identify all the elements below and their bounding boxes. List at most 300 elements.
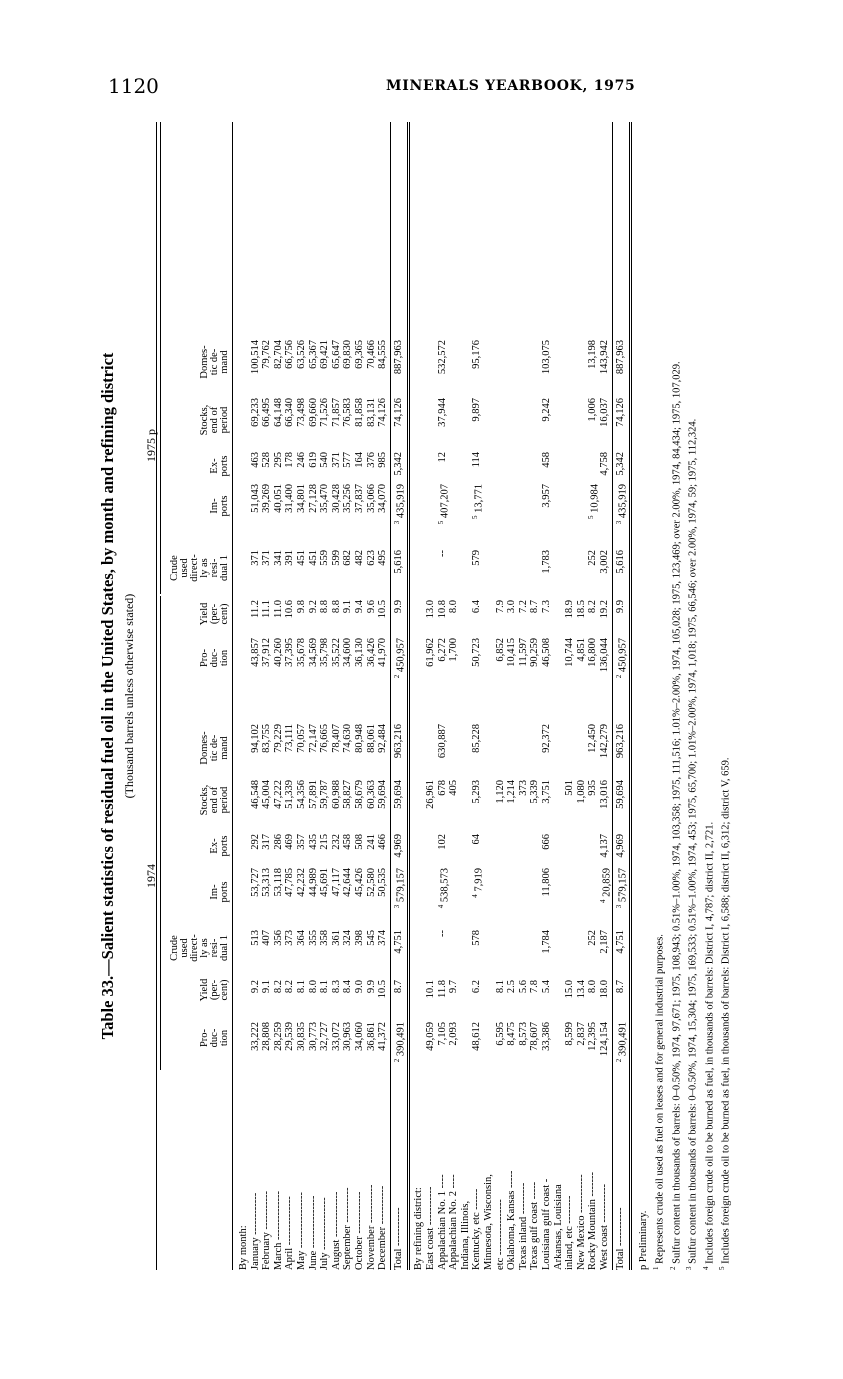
district-row-cell: 15.0 bbox=[564, 980, 576, 999]
month-row-cell: 70,057 bbox=[296, 724, 307, 753]
column-header: Domes- tic de- mand bbox=[199, 731, 230, 765]
district-total-row-cell: 963,216 bbox=[614, 724, 626, 759]
month-row-cell: 34,801 bbox=[296, 484, 307, 513]
month-row-cell: 37,837 bbox=[354, 484, 365, 513]
district-row-label: Indiana, Illinois, bbox=[459, 1200, 471, 1270]
month-row-cell: 58,827 bbox=[342, 780, 354, 809]
month-row-cell: 33,072 bbox=[330, 1022, 342, 1051]
district-row-cell: 8,475 bbox=[506, 1022, 518, 1046]
district-row-cell: 5,339 bbox=[529, 780, 541, 804]
district-row-cell: 143,942 bbox=[599, 340, 610, 375]
month-row-cell: 8.8 bbox=[319, 600, 331, 614]
month-row-cell: 66,756 bbox=[284, 340, 296, 369]
month-row-cell: 41,372 bbox=[377, 1022, 389, 1051]
month-row-cell: 9.1 bbox=[261, 980, 273, 994]
year-1975-label: 1975 p bbox=[144, 429, 158, 462]
district-row-cell: 19.2 bbox=[599, 600, 610, 619]
month-row-cell: 34,600 bbox=[342, 638, 354, 667]
district-row-cell: 103,075 bbox=[541, 340, 552, 375]
month-row-cell: 30,428 bbox=[330, 484, 342, 513]
month-row-cell: 356 bbox=[272, 930, 284, 946]
district-row-label: Appalachian No. 2 ---- bbox=[448, 1174, 460, 1270]
district-total-row-cell: 4,751 bbox=[614, 930, 626, 954]
month-total-row-cell: 59,694 bbox=[392, 780, 404, 809]
month-row-cell: 36,861 bbox=[365, 1022, 377, 1051]
district-row-cell: 11.8 bbox=[436, 980, 448, 998]
district-row-cell: 12 bbox=[436, 452, 448, 463]
district-row-cell: 13,198 bbox=[587, 340, 599, 369]
column-header: Crude used direct- ly as resi- dual 1 bbox=[169, 934, 230, 962]
month-row-cell: 35,066 bbox=[365, 484, 377, 513]
district-row-cell: 11,597 bbox=[517, 638, 529, 667]
district-row-cell: 61,962 bbox=[425, 638, 436, 667]
month-row-cell: 40,260 bbox=[272, 638, 284, 667]
footnote: $^1$ Represents crude oil used as fuel on leases and for general industrial purposes. bbox=[652, 934, 666, 1270]
section-by-district: By refining district: bbox=[413, 1187, 425, 1270]
month-row-cell: 545 bbox=[365, 930, 377, 946]
month-row-cell: 495 bbox=[377, 550, 389, 566]
month-row-cell: 324 bbox=[342, 930, 354, 946]
month-row-cell: 371 bbox=[249, 550, 261, 566]
month-row-cell: 76,665 bbox=[319, 724, 331, 753]
month-total-row-cell: 74,126 bbox=[392, 398, 404, 427]
month-row-cell: 317 bbox=[261, 834, 273, 850]
month-row-cell: 9.4 bbox=[354, 600, 365, 614]
month-row-cell: 513 bbox=[249, 930, 261, 946]
month-row-cell: 33,222 bbox=[249, 1022, 261, 1051]
month-row-cell: 9.8 bbox=[296, 600, 307, 614]
month-row-cell: 81,858 bbox=[354, 398, 365, 427]
month-row-cell: 76,583 bbox=[342, 398, 354, 427]
month-row-cell: 46,548 bbox=[249, 780, 261, 809]
district-row-cell: 501 bbox=[564, 780, 576, 796]
month-row-cell: 682 bbox=[342, 550, 354, 566]
month-row-cell: 69,365 bbox=[354, 340, 365, 369]
district-row-cell: 9.7 bbox=[448, 980, 460, 994]
month-row-cell: 58,679 bbox=[354, 780, 365, 809]
month-row-cell: 9.9 bbox=[365, 980, 377, 994]
month-row-cell: 45,691 bbox=[319, 868, 331, 897]
district-row-cell: 9,242 bbox=[541, 398, 552, 422]
district-row-cell: 10.8 bbox=[436, 600, 448, 619]
district-row-cell: 532,572 bbox=[436, 340, 448, 375]
district-row-cell: 1,783 bbox=[541, 550, 552, 574]
month-row-cell: 11.2 bbox=[249, 600, 261, 618]
district-row-cell: 3.0 bbox=[506, 600, 518, 614]
district-row-cell: 8,573 bbox=[517, 1022, 529, 1046]
district-row-cell: 8.0 bbox=[587, 980, 599, 994]
month-row-cell: 60,363 bbox=[365, 780, 377, 809]
column-header: Ex- ports bbox=[209, 835, 230, 857]
month-row-cell: 39,269 bbox=[261, 484, 273, 513]
month-row-cell: 44,989 bbox=[307, 868, 319, 897]
district-row-cell: 1,120 bbox=[494, 780, 506, 804]
district-row-cell: 18.0 bbox=[599, 980, 610, 999]
district-row-cell: 579 bbox=[471, 550, 483, 566]
month-row-cell: 9.2 bbox=[307, 600, 319, 614]
district-row-cell: 252 bbox=[587, 550, 599, 566]
month-row-cell: 35,678 bbox=[296, 638, 307, 667]
month-row-cell: 53,118 bbox=[272, 868, 284, 897]
column-header: Stocks, end of period bbox=[199, 404, 230, 436]
month-row-cell: 83,131 bbox=[365, 398, 377, 427]
month-row-label: December ----------- bbox=[377, 1185, 389, 1270]
district-row-cell: 49,059 bbox=[425, 1022, 436, 1051]
district-row-cell: 6,852 bbox=[494, 638, 506, 662]
month-row-cell: 92,484 bbox=[377, 724, 389, 753]
month-row-cell: 341 bbox=[272, 550, 284, 566]
month-row-cell: 30,835 bbox=[296, 1022, 307, 1051]
month-row-cell: 355 bbox=[307, 930, 319, 946]
month-row-cell: 54,356 bbox=[296, 780, 307, 809]
month-row-cell: 82,704 bbox=[272, 340, 284, 369]
district-row-cell: 5.6 bbox=[517, 980, 529, 994]
month-row-cell: 83,755 bbox=[261, 724, 273, 753]
district-row-label: inland, etc -------- bbox=[564, 1195, 576, 1270]
month-row-cell: 59,694 bbox=[377, 780, 389, 809]
district-row-cell: 373 bbox=[517, 780, 529, 796]
month-row-label: April -------------- bbox=[284, 1196, 296, 1270]
district-row-cell: 7.3 bbox=[541, 600, 552, 614]
district-total-row-cell: 5,342 bbox=[614, 452, 626, 476]
district-row-label: Texas gulf coast ----- bbox=[529, 1181, 541, 1270]
month-row-label: February ----------- bbox=[261, 1191, 273, 1270]
footnote: p Preliminary. bbox=[638, 1210, 650, 1270]
month-row-cell: 376 bbox=[365, 452, 377, 468]
month-row-cell: 8.1 bbox=[319, 980, 331, 994]
district-row-cell: 11,806 bbox=[541, 868, 552, 897]
district-row-cell: 5,293 bbox=[471, 780, 483, 804]
district-row-cell: 7.8 bbox=[529, 980, 541, 994]
month-total-row-cell: 5,616 bbox=[392, 550, 404, 574]
district-row-cell: 7.2 bbox=[517, 600, 529, 614]
month-row-cell: 69,233 bbox=[249, 398, 261, 427]
district-row-cell: 50,723 bbox=[471, 638, 483, 667]
month-row-cell: 8.4 bbox=[342, 980, 354, 994]
district-row-cell: 6.4 bbox=[471, 600, 483, 614]
district-row-cell: 1,006 bbox=[587, 398, 599, 422]
month-row-cell: 559 bbox=[319, 550, 331, 566]
footnote: $^5$ Includes foreign crude oil to be burned as fuel, in thousands of barrels: District I, 6,588; district II, 6,312; district V, 659. bbox=[718, 757, 732, 1270]
district-row-cell: 8.2 bbox=[587, 600, 599, 614]
month-row-cell: 623 bbox=[365, 550, 377, 566]
month-total-row-cell: 9.9 bbox=[392, 600, 404, 614]
district-row-cell: $^5$ 407,207 bbox=[436, 484, 451, 525]
month-row-cell: 11.1 bbox=[261, 600, 273, 618]
month-row-cell: 508 bbox=[354, 834, 365, 850]
district-total-row-cell: 59,694 bbox=[614, 780, 626, 809]
month-row-cell: 246 bbox=[296, 452, 307, 468]
month-row-cell: 72,147 bbox=[307, 724, 319, 753]
district-total-row-label: Total ----------- bbox=[614, 1207, 626, 1270]
district-total-row-cell: 74,126 bbox=[614, 398, 626, 427]
month-row-cell: 619 bbox=[307, 452, 319, 468]
district-row-cell: 18.5 bbox=[575, 600, 587, 619]
district-row-cell: 3,957 bbox=[541, 484, 552, 508]
month-row-cell: 47,222 bbox=[272, 780, 284, 809]
district-row-cell: 4,851 bbox=[575, 638, 587, 662]
district-total-row-cell: $^3$ 435,919 bbox=[614, 484, 629, 525]
district-row-cell: 3,002 bbox=[599, 550, 610, 574]
month-row-cell: 35,256 bbox=[342, 484, 354, 513]
district-row-cell: 12,395 bbox=[587, 1022, 599, 1051]
district-total-row-cell: $^3$ 579,157 bbox=[614, 868, 629, 909]
district-row-cell: 2,187 bbox=[599, 930, 610, 954]
month-row-cell: 407 bbox=[261, 930, 273, 946]
district-row-cell: 10,744 bbox=[564, 638, 576, 667]
row-rule bbox=[629, 122, 632, 1270]
month-row-cell: 11.0 bbox=[272, 600, 284, 618]
district-row-cell: 18.9 bbox=[564, 600, 576, 619]
month-row-cell: 31,400 bbox=[284, 484, 296, 513]
month-row-cell: 73,111 bbox=[284, 724, 296, 753]
district-total-row-cell: $^2$ 390,491 bbox=[614, 1022, 629, 1063]
district-row-cell: 3,751 bbox=[541, 780, 552, 804]
district-row-label: Appalachian No. 1 ---- bbox=[436, 1174, 448, 1270]
month-row-cell: 73,498 bbox=[296, 398, 307, 427]
district-row-cell: $^4$ 20,859 bbox=[599, 868, 613, 903]
year-1975-rule bbox=[160, 122, 161, 594]
district-row-cell: 2,837 bbox=[575, 1022, 587, 1046]
district-row-cell: 10.1 bbox=[425, 980, 436, 999]
month-row-label: January ------------ bbox=[249, 1192, 261, 1270]
month-row-label: March -------------- bbox=[272, 1191, 284, 1270]
footnote: $^3$ Sulfur content in thousands of barrels: 0–0.50%, 1974, 15,304; 1975, 169,533; 0.51%–1.00%, 1974, 453; 1975, 65,700; 1.01%–2.00%, 1974, 1,018; 1975, 66,546; over 2.00%, 1974, 59; 1975, 112,324. bbox=[685, 418, 699, 1270]
year-1974-label: 1974 bbox=[144, 864, 158, 888]
district-row-cell: 4,758 bbox=[599, 452, 610, 476]
district-row-cell: 2.5 bbox=[506, 980, 518, 994]
month-row-cell: 78,407 bbox=[330, 724, 342, 753]
month-row-cell: 45,426 bbox=[354, 868, 365, 897]
month-row-cell: 32,727 bbox=[319, 1022, 331, 1051]
district-row-cell: 666 bbox=[541, 834, 552, 850]
month-row-cell: 241 bbox=[365, 834, 377, 850]
month-row-cell: 57,891 bbox=[307, 780, 319, 809]
column-header: Pro- duc- tion bbox=[199, 648, 230, 668]
month-row-cell: 71,857 bbox=[330, 398, 342, 427]
district-row-cell: 13.4 bbox=[575, 980, 587, 999]
district-row-cell: 85,228 bbox=[471, 724, 483, 753]
row-rule bbox=[612, 122, 613, 1270]
month-row-cell: 34,060 bbox=[354, 1022, 365, 1051]
month-total-row-cell: $^2$ 450,957 bbox=[392, 638, 407, 679]
month-row-cell: 51,043 bbox=[249, 484, 261, 513]
district-row-cell: 252 bbox=[587, 930, 599, 946]
month-row-cell: 435 bbox=[307, 834, 319, 850]
month-row-cell: 41,970 bbox=[377, 638, 389, 667]
month-row-cell: 10.5 bbox=[377, 600, 389, 619]
district-row-cell: 5.4 bbox=[541, 980, 552, 994]
month-row-cell: 295 bbox=[272, 452, 284, 468]
month-row-label: October ------------ bbox=[354, 1191, 365, 1270]
month-row-cell: 36,426 bbox=[365, 638, 377, 667]
district-row-cell: 6,595 bbox=[494, 1022, 506, 1046]
district-row-label: West coast ----------- bbox=[599, 1183, 610, 1270]
month-row-cell: 40,051 bbox=[272, 484, 284, 513]
month-row-cell: 599 bbox=[330, 550, 342, 566]
month-row-cell: 53,313 bbox=[261, 868, 273, 897]
district-row-cell: 8.0 bbox=[448, 600, 460, 614]
district-row-cell: 1,214 bbox=[506, 780, 518, 804]
column-header: Ex- ports bbox=[209, 455, 230, 477]
month-row-label: November ----------- bbox=[365, 1184, 377, 1270]
month-row-cell: 66,495 bbox=[261, 398, 273, 427]
district-row-cell: 458 bbox=[541, 452, 552, 468]
month-row-cell: 398 bbox=[354, 930, 365, 946]
month-total-row-cell: 5,342 bbox=[392, 452, 404, 476]
district-row-label: Texas inland --------- bbox=[517, 1182, 529, 1270]
month-row-cell: 164 bbox=[354, 452, 365, 468]
district-row-cell: 13,016 bbox=[599, 780, 610, 809]
month-row-cell: 30,963 bbox=[342, 1022, 354, 1051]
column-header: Im- ports bbox=[209, 495, 230, 517]
month-row-cell: 94,102 bbox=[249, 724, 261, 753]
district-row-cell: 92,372 bbox=[541, 724, 552, 753]
district-row-label: Oklahoma, Kansas ----- bbox=[506, 1170, 518, 1270]
month-row-cell: 528 bbox=[261, 452, 273, 468]
district-row-cell: 78,607 bbox=[529, 1022, 541, 1051]
month-row-cell: 469 bbox=[284, 834, 296, 850]
district-row-cell: 8,599 bbox=[564, 1022, 576, 1046]
column-header: Crude used direct- ly as resi- dual 1 bbox=[169, 554, 230, 582]
month-row-cell: 28,808 bbox=[261, 1022, 273, 1051]
district-row-cell: 124,154 bbox=[599, 1022, 610, 1057]
month-row-cell: 10.5 bbox=[377, 980, 389, 999]
month-row-cell: 65,367 bbox=[307, 340, 319, 369]
month-row-cell: 482 bbox=[354, 550, 365, 566]
month-row-cell: 9.6 bbox=[365, 600, 377, 614]
month-total-row-cell: $^3$ 579,157 bbox=[392, 868, 407, 909]
month-row-cell: 466 bbox=[377, 834, 389, 850]
month-row-cell: 42,644 bbox=[342, 868, 354, 897]
district-row-cell: 7,105 bbox=[436, 1022, 448, 1046]
rotated-table-page bbox=[90, 70, 790, 1270]
district-row-cell: 935 bbox=[587, 780, 599, 796]
month-row-cell: 9.0 bbox=[354, 980, 365, 994]
row-rule bbox=[390, 122, 391, 1270]
district-row-cell: 10,415 bbox=[506, 638, 518, 667]
district-row-label: New Mexico ----------- bbox=[575, 1174, 587, 1270]
district-row-cell: 7.9 bbox=[494, 600, 506, 614]
month-row-cell: 63,526 bbox=[296, 340, 307, 369]
district-row-label: Minnesota, Wisconsin, bbox=[483, 1174, 494, 1270]
month-total-row-label: Total ----------- bbox=[392, 1207, 404, 1270]
year-1974-rule bbox=[160, 596, 161, 1070]
district-row-cell: -- bbox=[436, 930, 448, 937]
month-row-cell: 34,070 bbox=[377, 484, 389, 513]
month-row-cell: 28,259 bbox=[272, 1022, 284, 1051]
district-row-cell: 46,508 bbox=[541, 638, 552, 667]
footnote: $^4$ Includes foreign crude oil to be burned as fuel, in thousands of barrels: District I, 4,787; district II, 2,721. bbox=[701, 821, 716, 1270]
district-row-cell: $^5$ 13,771 bbox=[471, 484, 485, 519]
month-row-cell: 88,061 bbox=[365, 724, 377, 753]
district-row-cell: 1,784 bbox=[541, 930, 552, 954]
month-row-cell: 65,647 bbox=[330, 340, 342, 369]
district-total-row-cell: 5,616 bbox=[614, 550, 626, 574]
district-row-cell: 95,176 bbox=[471, 340, 483, 369]
footnotes bbox=[637, 122, 733, 1270]
page-number: 1120 bbox=[108, 74, 159, 98]
month-row-cell: 42,232 bbox=[296, 868, 307, 897]
month-row-cell: 358 bbox=[319, 930, 331, 946]
district-row-label: Kentucky, etc ------ bbox=[471, 1188, 483, 1270]
month-total-row-cell: 963,216 bbox=[392, 724, 404, 759]
month-row-cell: 8.1 bbox=[296, 980, 307, 994]
month-row-cell: 10.6 bbox=[284, 600, 296, 619]
month-row-cell: 59,787 bbox=[319, 780, 331, 809]
month-row-cell: 463 bbox=[249, 452, 261, 468]
district-row-label: Arkansas, Louisiana bbox=[552, 1184, 564, 1270]
month-row-cell: 8.3 bbox=[330, 980, 342, 994]
district-row-cell: 136,044 bbox=[599, 638, 610, 673]
month-row-cell: 50,535 bbox=[377, 868, 389, 897]
district-row-cell: 114 bbox=[471, 452, 483, 468]
district-row-cell: 48,612 bbox=[471, 1022, 483, 1051]
month-row-cell: 79,229 bbox=[272, 724, 284, 753]
month-row-cell: 8.2 bbox=[284, 980, 296, 994]
column-header: Im- ports bbox=[209, 881, 230, 903]
district-total-row-cell: 9.9 bbox=[614, 600, 626, 614]
month-row-cell: 361 bbox=[330, 930, 342, 946]
district-row-cell: 26,961 bbox=[425, 780, 436, 809]
month-row-cell: 47,785 bbox=[284, 868, 296, 897]
top-rule bbox=[156, 122, 157, 1270]
district-row-cell: 142,279 bbox=[599, 724, 610, 759]
month-total-row-cell: 8.7 bbox=[392, 980, 404, 994]
month-row-cell: 66,340 bbox=[284, 398, 296, 427]
month-total-row-cell: $^3$ 435,919 bbox=[392, 484, 407, 525]
month-row-cell: 71,526 bbox=[319, 398, 331, 427]
district-row-cell: 630,887 bbox=[436, 724, 448, 759]
month-row-cell: 577 bbox=[342, 452, 354, 468]
district-row-label: Rocky Mountain ------- bbox=[587, 1172, 599, 1270]
month-row-cell: 371 bbox=[330, 452, 342, 468]
month-row-cell: 69,660 bbox=[307, 398, 319, 427]
month-row-cell: 458 bbox=[342, 834, 354, 850]
month-row-cell: 80,948 bbox=[354, 724, 365, 753]
district-row-cell: 8.7 bbox=[529, 600, 541, 614]
district-total-row-cell: 4,969 bbox=[614, 834, 626, 858]
district-row-cell: 1,700 bbox=[448, 638, 460, 662]
month-total-row-cell: $^2$ 390,491 bbox=[392, 1022, 407, 1063]
running-title: MINERALS YEARBOOK, 1975 bbox=[386, 78, 636, 94]
month-row-cell: 69,421 bbox=[319, 340, 331, 369]
column-header: Yield (per- cent) bbox=[199, 978, 230, 1002]
table-subtitle: (Thousand barrels unless otherwise stated) bbox=[122, 593, 136, 799]
month-row-cell: 373 bbox=[284, 930, 296, 946]
month-row-cell: 374 bbox=[377, 930, 389, 946]
district-row-cell: 13.0 bbox=[425, 600, 436, 619]
district-row-cell: 16,037 bbox=[599, 398, 610, 427]
footnote: $^2$ Sulfur content in thousands of barrels: 0–0.50%, 1974, 97,671; 1975, 108,943; 0.51%–1.00%, 1974, 103,358; 1975, 111,516; 1.01%–2.00%, 1974, 105,028; 1975, 123,469; over 2.00%, 1974, 84,434; 1975, 107,029. bbox=[668, 361, 683, 1270]
month-row-cell: 47,117 bbox=[330, 868, 342, 897]
month-row-label: August ------------- bbox=[330, 1191, 342, 1270]
district-row-cell: 405 bbox=[448, 780, 460, 796]
month-row-cell: 451 bbox=[307, 550, 319, 566]
month-row-cell: 8.8 bbox=[330, 600, 342, 614]
month-row-cell: 74,126 bbox=[377, 398, 389, 427]
month-row-cell: 43,857 bbox=[249, 638, 261, 667]
district-row-cell: $^4$ 538,573 bbox=[436, 868, 451, 909]
column-header: Yield (per- cent) bbox=[199, 602, 230, 626]
month-row-cell: 53,727 bbox=[249, 868, 261, 897]
month-row-cell: 364 bbox=[296, 930, 307, 946]
month-row-cell: 286 bbox=[272, 834, 284, 850]
district-row-cell: 9,897 bbox=[471, 398, 483, 422]
table-title: Table 33.—Salient statistics of residual fuel oil in the United States, by month and refining district bbox=[98, 352, 117, 1040]
district-total-row-cell: 887,963 bbox=[614, 340, 626, 375]
district-row-cell: 578 bbox=[471, 930, 483, 946]
